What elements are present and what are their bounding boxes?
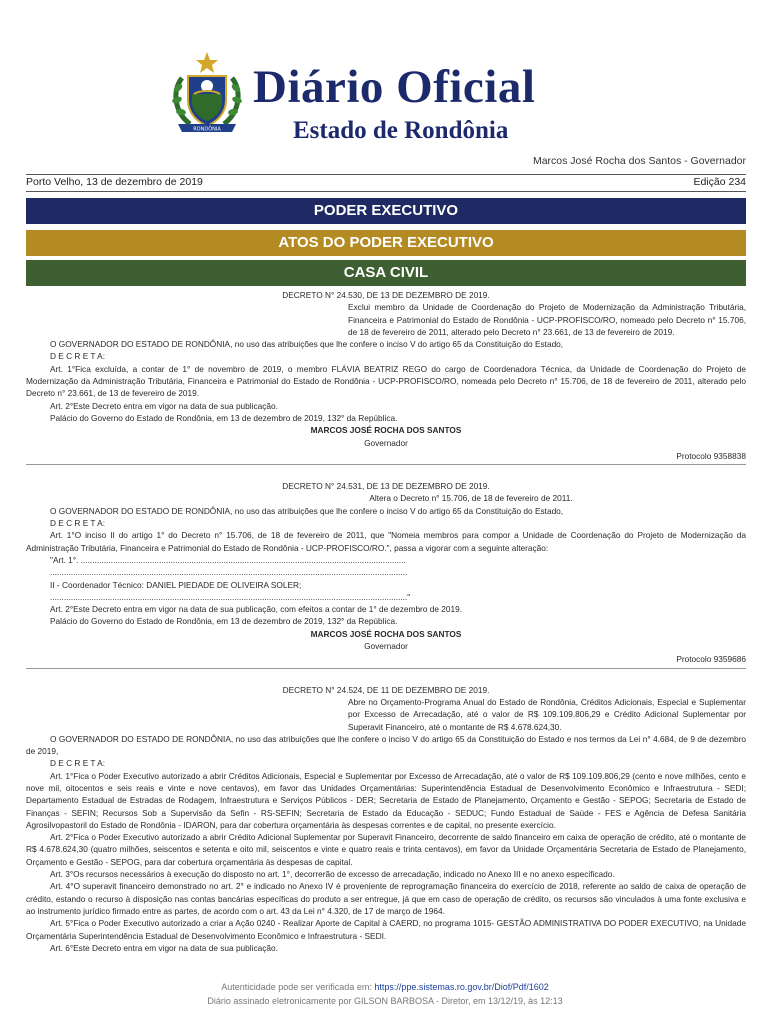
document-body [26,289,746,954]
decree-ementa: Abre no Orçamento-Programa Anual do Estado de Rondônia, Créditos Adicionais, Especial e Suplementar por Excesso de Arrecadação, até o valor de R$ 109.109.806,29 e Crédito Adicional Suplementar por Superavit Financeiro, até o montante de R$ 4.678.624,30. [348,696,746,732]
decree-article-3: Art. 3°Os recursos necessários à execução do disposto no art. 1°, decorrerão de excesso de arrecadação, indicado no Anexo III e no anexo especificado. [50,869,615,880]
quoted-article-start: "Art. 1°. ............................................................................................................................................. [50,554,406,565]
protocol-number: Protocolo 9359686 [676,654,746,665]
decree-article-4: Art. 4°O superavit financeiro demonstrado no art. 2° e indicado no Anexo IV é proveniente de reprogramação financeira do exercício de 2018, referente ao saldo de caixa de operação de crédito, estando o recurso à disposição nas contas bancárias específicas do produto a ser entregue, já que em caso de operação de crédito, os recursos são vinculados à uma fonte exclusiva e ao instrumento jurídico firmado entre as partes, de acordo com o art. 43 da Lei n° 4.320, de 17 de março de 1964. [26,881,746,916]
quoted-ellipsis: ........................................................................................................................................................... [50,567,408,578]
decree-article-2: Art. 2°Este Decreto entra em vigor na data de sua publicação. [50,400,278,411]
decree-palacio: Palácio do Governo do Estado de Rondônia, em 13 de dezembro de 2019, 132° da República. [50,412,398,423]
newspaper-subtitle: Estado de Rondônia [293,117,509,144]
section-band-casa-civil: CASA CIVIL [26,260,746,286]
decree-24531 [26,480,746,668]
decree-decreta: D E C R E T A: [50,518,106,529]
decree-24524 [26,684,746,955]
decree-24530 [26,289,746,465]
decree-decreta: D E C R E T A: [50,758,106,769]
decree-article-2: Art. 2°Fica o Poder Executivo autorizado a abrir Crédito Adicional Suplementar por Superavit Financeiro, decorrente de saldo financeiro em caixa de operação de crédito, até o montante de R$ 4.678.624,30 (quatro milhões, seiscentos e setenta e oito mil, seiscentos e vinte e quatro reais e trinta centavos), em favor da Unidade Orçamentária Secretaria de Estado de Planejamento, Orçamento e Gestão - SEPOG, para dar cobertura orçamentária às despesas de capital. [26,832,746,867]
edition-bar [26,174,746,192]
section-band-atos: ATOS DO PODER EXECUTIVO [26,230,746,256]
decree-ementa: Exclui membro da Unidade de Coordenação do Projeto de Modernização da Administração Tributária, Financeira e Patrimonial do Estado de Rondônia - UCP-PROFISCO/RO, nomeado pelo Decreto n° 15.706, de 18 de fevereiro de 2011, alterado pelo Decreto n° 23.661, de 13 de fevereiro de 2019. [348,302,746,337]
section-band-poder-executivo: PODER EXECUTIVO [26,198,746,224]
decree-preamble: O GOVERNADOR DO ESTADO DE RONDÔNIA, no uso das atribuições que lhe confere o inciso V do artigo 65 da Constituição do Estado, [50,339,564,350]
decree-signer-role: Governador [364,641,408,652]
decree-article-2: Art. 2°Este Decreto entra em vigor na data de sua publicação, com efeitos a contar de 1° de dezembro de 2019. [50,604,463,615]
decree-article-6: Art. 6°Este Decreto entra em vigor na data de sua publicação. [50,942,278,953]
decree-article-1: Art. 1°Fica excluída, a contar de 1° de novembro de 2019, o membro FLÁVIA BEATRIZ REGO do cargo de Coordenadora Técnica, da Unidade de Coordenação do Projeto de Modernização da Administração Tributária, Financeira e Patrimonial do Estado de Rondônia - UCP-PROFISCO/RO, nomeada pelo Decreto n° 15.706, de 18 de fevereiro de 2011, alterado pelo Decreto n° 23.661, de 13 de fevereiro de 2019. [26,363,746,399]
decree-decreta: D E C R E T A: [50,351,106,362]
decree-signer-role: Governador [364,437,408,448]
edition-number: Edição 234 [693,176,746,188]
decree-ementa: Altera o Decreto n° 15.706, de 18 de fevereiro de 2011. [369,493,573,504]
decree-signer: MARCOS JOSÉ ROCHA DOS SANTOS [310,425,462,436]
decree-article-1: Art. 1°Fica o Poder Executivo autorizado a abrir Créditos Adicionais, Especial e Suplementar por Excesso de Arrecadação, até o valor de R$ 109.109.806,29 (cento e nove milhões, cento e nove mil, oitocentos e seis reais e vinte e nove centavos), em favor das Unidades Orçamentárias: Superintendência Estadual de Desenvolvimento Econômico e Infraestrutura - SEDI; Departamento Estadual de Estradas de Rodagem, Infraestrutura e Serviços Públicos - DER; Secretaria de Estado de Planejamento, Orçamento e Gestão - SEPOG; Secretaria de Estado de Finanças - SEFIN; Recursos Sob a Supervisão da Sefin - RS-SEFIN; Secretaria de Estado da Educação - SEDUC; Fundo Estadual de Saúde - FES e Agência de Defesa Sanitária Agrosilvopastoril do Estado de Rondônia - IDARON, para dar cobertura orçamentária às despesas correntes e de capital, no presente exercício. [26,770,746,830]
masthead [0,0,770,167]
authenticity-note [0,980,770,994]
svg-text:RONDÔNIA: RONDÔNIA [193,126,221,133]
authenticity-link[interactable]: https://ppe.sistemas.ro.gov.br/Diof/Pdf/1602 [374,982,549,992]
quoted-item: II - Coordenador Técnico: DANIEL PIEDADE DE OLIVEIRA SOLER; [50,579,302,590]
decree-article-1: Art. 1°O inciso II do artigo 1° do Decreto n° 15.706, de 18 de fevereiro de 2011, que "Nomeia membros para compor a Unidade de Coordenação do Projeto de Modernização da Administração Tributária, Financeira e Patrimonial do Estado de Rondônia - UCP-PROFISCO/RO.", passa a vigorar com a seguinte alteração: [26,530,746,553]
newspaper-title: Diário Oficial [253,61,536,113]
decree-preamble: O GOVERNADOR DO ESTADO DE RONDÔNIA, no uso das atribuições que lhe confere o inciso V do artigo 65 da Constituição do Estado e nos termos da Lei n° 4.684, de 9 de dezembro de 2019, [26,733,746,757]
protocol-number: Protocolo 9358838 [676,450,746,461]
decree-article-5: Art. 5°Fica o Poder Executivo autorizado a criar a Ação 0240 - Realizar Aporte de Capital à CAERD, no programa 1015- GESTÃO ADMINISTRATIVA DO PODER EXECUTIVO, na Unidade Orçamentária Superintendência Estadual de Desenvolvimento Econômico e Infraestrutura - SEDI. [26,918,746,941]
decree-palacio: Palácio do Governo do Estado de Rondônia, em 13 de dezembro de 2019, 132° da República. [50,616,398,627]
state-coat-of-arms-icon [170,50,244,136]
publication-date: Porto Velho, 13 de dezembro de 2019 [26,176,203,188]
decree-heading: DECRETO N° 24.524, DE 11 DE DEZEMBRO DE 2019. [282,684,490,695]
authenticity-label: Autenticidade pode ser verificada em: [221,982,375,992]
decree-preamble: O GOVERNADOR DO ESTADO DE RONDÔNIA, no uso das atribuições que lhe confere o inciso V do artigo 65 da Constituição do Estado, [50,505,564,516]
decree-heading: DECRETO N° 24.531, DE 13 DE DEZEMBRO DE 2019. [282,481,490,492]
decree-heading: DECRETO N° 24.530, DE 13 DE DEZEMBRO DE 2019. [282,290,490,300]
page-footer [0,980,770,1008]
governor-name: Marcos José Rocha dos Santos - Governador [532,155,746,167]
quoted-article-end: ..........................................................................................................................................................." [50,591,411,602]
signature-note: Diário assinado eletronicamente por GILSON BARBOSA - Diretor, em 13/12/19, às 12:13 [207,996,563,1006]
decree-signer: MARCOS JOSÉ ROCHA DOS SANTOS [310,628,462,639]
